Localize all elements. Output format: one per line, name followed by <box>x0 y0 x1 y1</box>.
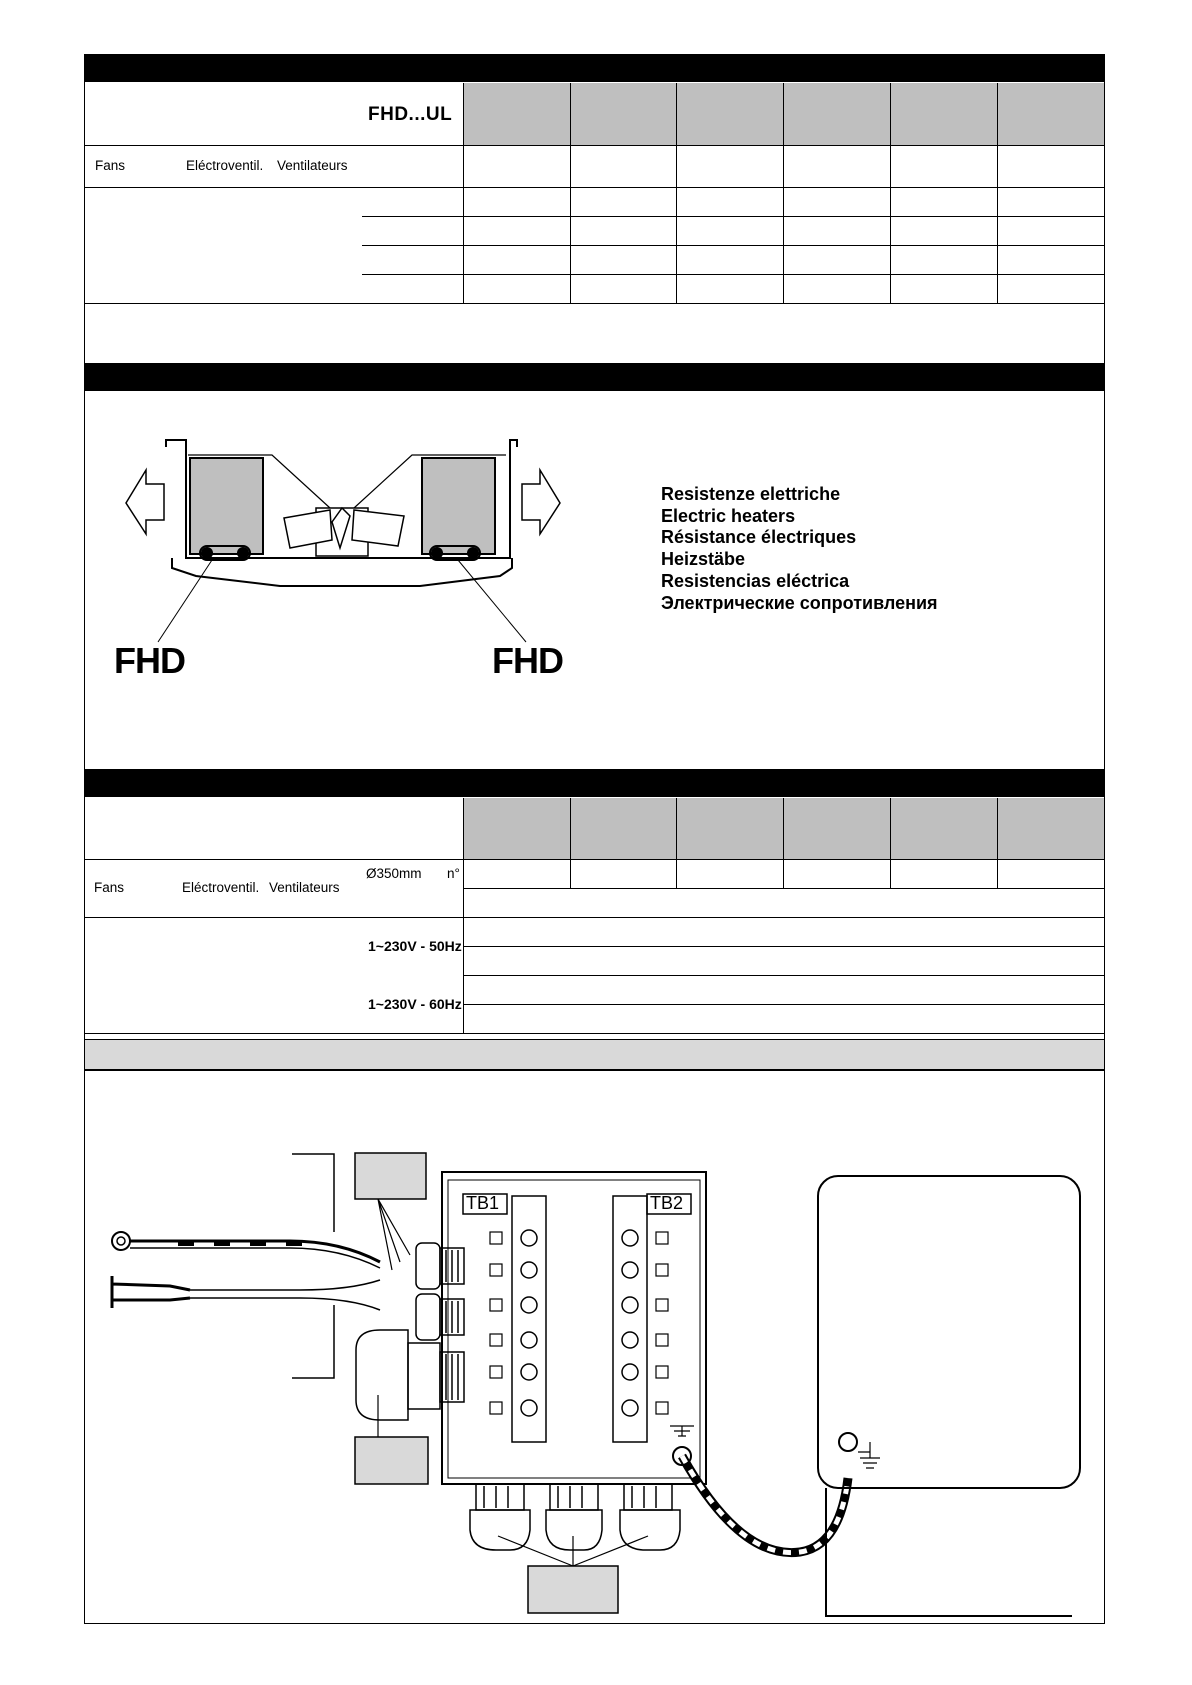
table2-fan-count-label: n° <box>447 866 460 881</box>
table1-fans-en: Fans <box>95 158 126 173</box>
label-box-top <box>355 1153 426 1199</box>
earth-screw-panel <box>839 1433 857 1451</box>
gland-bottom-2 <box>546 1510 602 1550</box>
heater-label-es: Resistencias eléctrica <box>661 570 850 591</box>
table1-fans-fr: Ventilateurs <box>277 158 348 173</box>
table1-fans-es: Eléctroventil. <box>186 158 264 173</box>
signal-cable-end <box>112 1276 190 1308</box>
fhd-label-left: FHD <box>114 640 185 681</box>
heater-label-de: Heizstäbe <box>661 549 746 570</box>
table2-fans-en: Fans <box>94 880 125 895</box>
label-box-middle <box>355 1437 428 1484</box>
tb1-label: TB1 <box>466 1193 500 1213</box>
gland-left-large <box>356 1330 408 1420</box>
gland-left-2 <box>416 1294 440 1340</box>
gland-left-1 <box>416 1243 440 1289</box>
gland-bottom-1-nut <box>476 1484 524 1510</box>
heater-label-fr: Résistance électriques <box>661 527 857 548</box>
signal-cable <box>190 1280 380 1290</box>
ring-terminal-left <box>112 1232 130 1250</box>
junction-box-inner <box>448 1180 700 1478</box>
table2-voltage-60: 1~230V - 60Hz <box>368 996 462 1012</box>
table2-fans-fr: Ventilateurs <box>269 880 340 895</box>
table1-model-label: FHD...UL <box>368 104 453 125</box>
terminal-block-tb1 <box>512 1196 546 1442</box>
heater-label-en: Electric heaters <box>661 505 796 526</box>
earth-symbol-box <box>670 1426 694 1436</box>
tb2-label: TB2 <box>650 1193 684 1213</box>
pointer-lines-top <box>378 1199 410 1270</box>
bracket-bottom <box>292 1305 334 1378</box>
gland-bottom-1 <box>470 1510 530 1550</box>
bracket-top <box>292 1154 334 1232</box>
pointer-lines-bottom <box>498 1536 648 1566</box>
heater-label-ru: Электрические сопротивления <box>661 592 938 613</box>
terminal-block-tb2 <box>613 1196 647 1442</box>
label-box-bottom <box>528 1566 618 1613</box>
junction-box <box>442 1172 706 1484</box>
table2-voltage-50: 1~230V - 50Hz <box>368 938 462 954</box>
earth-symbol-panel <box>858 1442 880 1468</box>
gland-bottom-2-nut <box>550 1484 598 1510</box>
fhd-label-right: FHD <box>492 640 563 681</box>
panel-bracket <box>826 1488 1072 1616</box>
heater-label-it: Resistenze elettriche <box>661 484 841 504</box>
gland-left-large-nut <box>408 1343 440 1409</box>
table2-fans-es: Eléctroventil. <box>182 880 260 895</box>
gland-bottom-3-nut <box>624 1484 672 1510</box>
table2-fan-size: Ø350mm <box>366 866 422 881</box>
